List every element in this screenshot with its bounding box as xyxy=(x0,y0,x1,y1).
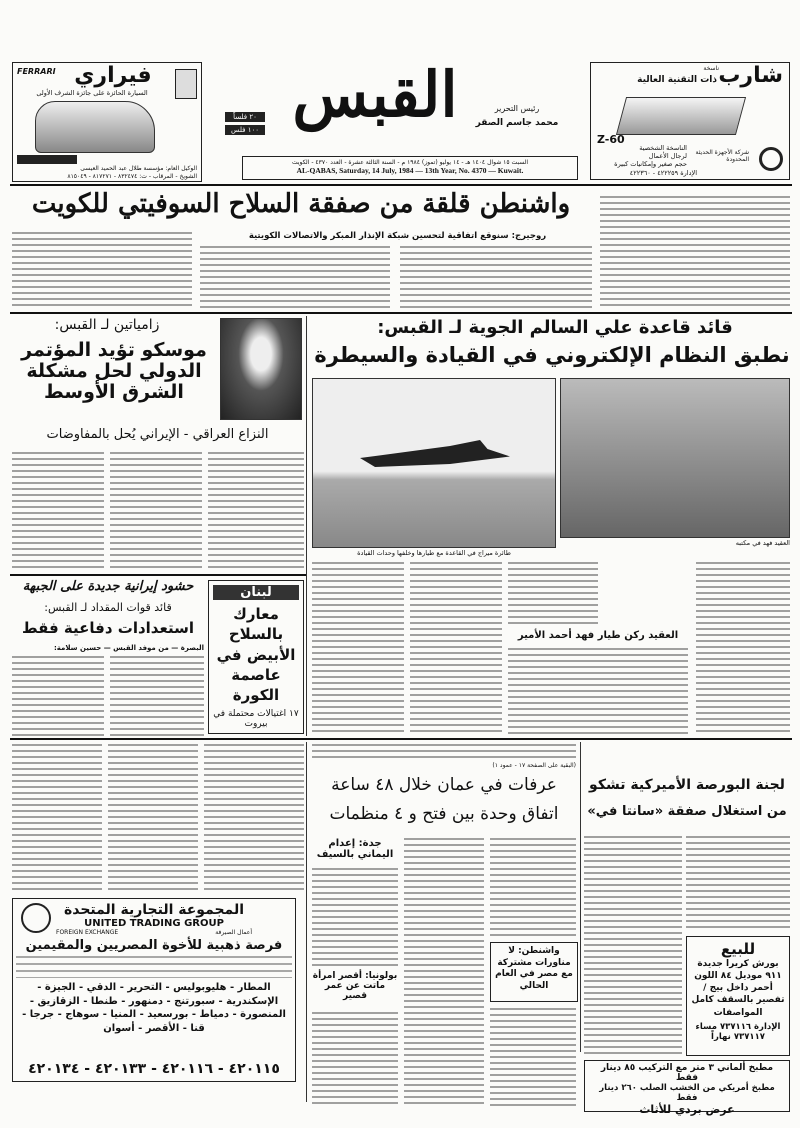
airbase-headline: نطبق النظام الإلكتروني في القيادة والسيطرة xyxy=(314,343,790,367)
zamiatin-portrait xyxy=(220,318,302,420)
dateline: السبت ١٥ شوال ١٤٠٤ هـ - ١٤ يوليو (تموز) ١٩٨٤ م - السنة الثالثة عشرة - العدد ٤٣٧٠ - الكويت AL-QABAS, Saturday, 14 July, 1984 — 13th Year, No. 4370 — Kuwait. xyxy=(242,156,578,180)
airbase-story-text xyxy=(508,562,598,626)
moscow-story-text xyxy=(208,452,304,570)
airbase-story-text xyxy=(508,648,688,734)
misc-text xyxy=(312,744,576,760)
divider xyxy=(10,312,792,314)
arafat-story-text xyxy=(490,838,576,938)
arafat-headline-1: عرفات في عمان خلال ٤٨ ساعة xyxy=(331,775,557,795)
poland-story-text xyxy=(312,1012,398,1106)
iran-kicker: قائد قوات المقداد لـ القبس: xyxy=(44,601,172,614)
sharp-feature: الناسخة الشخصية xyxy=(639,144,687,152)
dealer-logo xyxy=(17,155,77,164)
iran-byline: البصرة — من موفد القبس — حسين سلامة: xyxy=(53,644,204,652)
editor-label: رئيس التحرير xyxy=(494,104,540,113)
trading-name-en: UNITED TRADING GROUP xyxy=(84,918,224,929)
trading-sub-ar: أعمال الصيرفة xyxy=(215,929,252,936)
trading-name-ar: المجموعة التجارية المتحدة xyxy=(63,902,245,918)
sale-title: للبيع xyxy=(720,940,756,958)
sharp-feature: لرجال الأعمال xyxy=(648,152,687,160)
iran-story-text xyxy=(110,656,204,736)
moscow-story-text xyxy=(110,452,202,570)
jeddah-headline: جدة: إعدام اليماني بالسيف xyxy=(316,838,394,860)
price-box: ٢٠ فلساً ١٠٠ فلس xyxy=(225,112,265,135)
prancing-horse-icon xyxy=(175,69,197,99)
lebanon-headline: معارك بالسلاح الأبيض في عاصمة الكورة xyxy=(216,605,296,704)
lebanon-box xyxy=(208,580,304,734)
sharp-ad[interactable] xyxy=(590,62,790,180)
stock-story-text xyxy=(584,836,682,1056)
arafat-story-text xyxy=(404,838,484,1106)
masthead-logo: القبس xyxy=(292,58,458,131)
airbase-story-text xyxy=(410,562,502,734)
ferrari-tagline: السيارة الحائزة على جائزة الشرف الأولى xyxy=(36,89,148,97)
trading-branches: المطار - هليوبوليس - التحرير - الدقي - الجيزة - الإسكندرية - سبورتنج - دمنهور - طنطا - الزقازيق - المنصورة - دمياط - بورسعيد - المنيا - سوهاج - جرجا - قنا - الأقصر - أسوان xyxy=(22,982,286,1034)
iran-subheadline: استعدادات دفاعية فقط xyxy=(22,619,194,637)
tag-logo-icon xyxy=(759,147,783,171)
commander-office-photo xyxy=(560,378,790,538)
trading-sub-en: FOREIGN EXCHANGE xyxy=(56,929,119,936)
editor-name: محمد جاسم الصقر xyxy=(475,118,559,128)
sharp-feature: حجم صغير وإمكانيات كبيرة xyxy=(614,160,687,168)
column-divider xyxy=(580,742,581,1052)
sharp-brand: شارب xyxy=(718,63,783,88)
jeddah-story-text xyxy=(312,868,398,968)
column-divider xyxy=(306,742,307,1102)
iraq-iran-headline: النزاع العراقي - الإيراني يُحل بالمفاوضات xyxy=(46,427,269,442)
kitchen-line-2: مطبخ أمريكي من الخشب الصلب ٢٦٠ دينار فقط xyxy=(599,1083,775,1103)
sale-body: بورش كريرا جديدة ٩١١ موديل ٨٤ اللون أحمر داخل بيج / تفصير بالسقف كامل المواصفات xyxy=(691,959,785,1018)
stock-headline-2: من استغلال صفقة «سانتا في» xyxy=(587,804,787,819)
stock-headline-1: لجنة البورصة الأميركية تشكو xyxy=(589,777,785,793)
ferrari-dealer: الوكيل العام: مؤسسة طلال عبد الحميد العيسى xyxy=(80,165,197,172)
trading-logo-icon xyxy=(21,903,51,933)
office-photo-caption: العقيد فهد في مكتبه xyxy=(735,539,790,547)
main-story-text xyxy=(400,246,592,308)
sharp-tagline: ذات التقنية العالية xyxy=(637,75,717,85)
divider xyxy=(10,574,306,576)
lebanon-story-text xyxy=(12,744,102,894)
sale-phones: الإدارة ٧٣٧١١٦ مساء ٧٣٧١١٧ نهاراً xyxy=(695,1021,781,1042)
arafat-headline-2: اتفاق وحدة بين فتح و ٤ منظمات xyxy=(329,804,559,824)
airbase-section-title: العقيد ركن طيار فهد أحمد الأمير xyxy=(517,630,679,641)
sharp-tag: ناسخة xyxy=(703,65,719,72)
column-divider xyxy=(306,316,307,736)
main-story-lead xyxy=(600,196,790,306)
trading-headline: فرصة ذهبية للأخوة المصريين والمقيمين xyxy=(25,938,283,953)
jet-photo-caption: طائرة ميراج في القاعدة مع طيارها وخلفها وحدات القيادة xyxy=(357,549,511,557)
kitchen-line-1: مطبخ ألماني ٣ متر مع التركيب ٨٥ دينار فقط xyxy=(600,1063,774,1083)
iran-story-text xyxy=(12,656,104,736)
washington-story-text xyxy=(490,1008,576,1106)
ferrari-ad[interactable] xyxy=(12,62,202,182)
ferrari-logo: FERRARI xyxy=(17,67,56,76)
united-trading-ad[interactable] xyxy=(12,898,296,1082)
ferrari-contact: الشويخ - المرقاب - ت: ٨٣٢٤٧٤ - ٨١٧٢٧١ - ٨١٥٠٤٩ xyxy=(67,173,197,180)
lebanon-tag: لبنان xyxy=(213,585,299,600)
lebanon-subheadline: ١٧ اغتيالات محتملة في بيروت xyxy=(213,709,299,730)
sharp-dealer: شركة الأجهزة الحديثة المحدودة xyxy=(695,149,749,164)
stock-story-text xyxy=(686,836,790,932)
trading-phones: ٤٢٠١١٥ - ٤٢٠١١٦ - ٤٢٠١٣٣ - ٤٢٠١٣٤ xyxy=(28,1061,280,1077)
airbase-story-text xyxy=(312,562,404,734)
lebanon-story-text xyxy=(108,744,198,894)
iran-troops-headline: حشود إيرانية جديدة على الجبهة xyxy=(22,579,194,594)
kitchen-line-3: عرض بردي للأثاث xyxy=(639,1103,735,1116)
zamiatin-kicker: زامياتين لـ القبس: xyxy=(54,317,160,333)
main-story-text xyxy=(200,246,390,308)
ferrari-brand: فيراري xyxy=(74,63,152,88)
moscow-story-text xyxy=(12,452,104,570)
airbase-story-text xyxy=(696,562,790,734)
for-sale-ad[interactable] xyxy=(686,936,790,1056)
main-story-text xyxy=(12,232,192,308)
trading-body-text xyxy=(16,956,292,978)
lebanon-story-text xyxy=(204,744,304,894)
sharp-phones: الإدارة ٤٢٢٢٥٩ - ٤٢٢٣٦٠ xyxy=(629,169,697,177)
copier-image xyxy=(616,97,746,135)
kitchen-ad[interactable] xyxy=(584,1060,790,1116)
main-subheadline: روجيرج: سنوقع اتفاقية لتحسين شبكة الإنذار المبكر والاتصالات الكويتية xyxy=(248,231,547,241)
sharp-model: Z-60 xyxy=(597,133,625,146)
divider xyxy=(10,184,792,186)
airbase-kicker: قائد قاعدة علي السالم الجوية لـ القبس: xyxy=(377,317,733,338)
moscow-headline: موسكو تؤيد المؤتمر الدولي لحل مشكلة الشرق الأوسط xyxy=(21,339,207,403)
divider xyxy=(10,738,792,740)
ferrari-car-image xyxy=(35,101,155,153)
washington-box: واشنطن: لا مناورات مشتركة مع مصر في العام الحالي xyxy=(490,942,578,1002)
main-headline: واشنطن قلقة من صفقة السلاح السوفيتي للكويت xyxy=(31,189,571,219)
continued-note: (البقية على الصفحة ١٧ - عمود ١) xyxy=(492,762,576,769)
poland-headline: بولونيا: أقصر امرأة ماتت عن عمر قصير xyxy=(312,971,398,1001)
